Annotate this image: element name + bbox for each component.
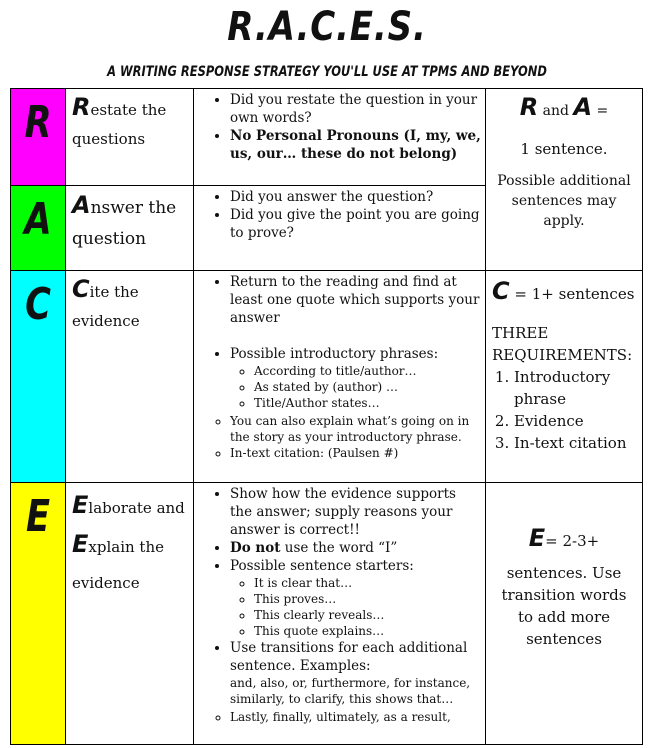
label-text: nswer the question [72, 198, 177, 249]
e-rest: sentences. Use transition words to add more sentences [501, 564, 627, 648]
cap-c: C [492, 277, 510, 305]
eq: = [592, 103, 609, 119]
label-answer [66, 186, 194, 271]
e-text: = 2-3+ [545, 532, 600, 550]
sub-bullet: ◦ This quote explains… [254, 623, 481, 639]
sub-bullet: ◦ In-text citation: (Paulsen #) [230, 445, 481, 461]
row-elaborate [11, 483, 643, 745]
bullet: • Did you answer the question? [230, 188, 481, 206]
bullets-answer [194, 186, 486, 271]
sub-bullet: ◦ This clearly reveals… [254, 607, 481, 623]
cap-e: E [72, 491, 89, 519]
letter-e: E [25, 491, 51, 542]
letter-r: R [24, 97, 52, 148]
bullet: • No Personal Pronouns (I, my, we, us, our… these do not belong) [230, 127, 481, 163]
transition-examples: and, also, or, furthermore, for instance, similarly, to clarify, this shows that… [230, 676, 471, 706]
bullet [230, 345, 481, 411]
letter-cell-r [11, 89, 66, 186]
label-text: xplain the evidence [72, 538, 164, 592]
cap-a: A [72, 191, 91, 219]
bullet: • Show how the evidence supports the answer; supply reasons your answer is correct!! [230, 485, 481, 539]
e-summary [486, 483, 643, 745]
req-item: 3. In-text citation [514, 432, 636, 454]
sub-bullet: ◦ As stated by (author) … [254, 379, 481, 395]
row-cite [11, 271, 643, 483]
cap-a: A [573, 93, 593, 121]
c-summary [486, 271, 643, 483]
sub-bullet: ◦ According to title/author… [254, 363, 481, 379]
bullet-text: Possible introductory phrases: [230, 346, 439, 362]
bullet-text: use the word “I” [280, 540, 398, 556]
sub-bullet: ◦ This proves… [254, 591, 481, 607]
bullet [230, 639, 481, 707]
letter-a: A [24, 194, 52, 245]
bullet: • Return to the reading and find at least one quote which supports your answer [230, 273, 481, 327]
sub-bullet: ◦ You can also explain what’s going on in the story as your introductory phrase. [230, 413, 481, 445]
cap-c: C [72, 275, 90, 303]
row-restate [11, 89, 643, 186]
letter-cell-c [11, 271, 66, 483]
ra-note: Possible additional sentences may apply. [497, 173, 631, 229]
letter-cell-a [11, 186, 66, 271]
bullets-elaborate [194, 483, 486, 745]
label-cite [66, 271, 194, 483]
letter-cell-e [11, 483, 66, 745]
bullet [230, 557, 481, 639]
cap-e: E [528, 524, 546, 552]
page-title: R.A.C.E.S. [227, 4, 427, 50]
bullets-restate [194, 89, 486, 186]
ra-count: 1 sentence. [520, 140, 608, 158]
cap-r: R [72, 93, 91, 121]
bullets-cite [194, 271, 486, 483]
ra-summary [486, 89, 643, 271]
bullet: • Did you restate the question in your own words? [230, 91, 481, 127]
races-table [10, 88, 643, 745]
letter-c: C [25, 279, 51, 330]
c-text: = 1+ sentences [514, 285, 635, 303]
label-text: ite the evidence [72, 283, 140, 330]
sub-bullet: ◦ Title/Author states… [254, 395, 481, 411]
c-requirements: THREE REQUIREMENTS: [492, 324, 633, 364]
sub-bullet: ◦ Lastly, finally, ultimately, as a result, [230, 709, 481, 725]
and-text: and [538, 103, 574, 119]
req-item: 2. Evidence [514, 410, 636, 432]
label-restate [66, 89, 194, 186]
cap-e: E [72, 530, 89, 558]
label-text: estate the questions [72, 101, 167, 148]
bullet [230, 539, 481, 557]
bullet: • Did you give the point you are going to prove? [230, 206, 481, 242]
label-elaborate [66, 483, 194, 745]
page-subtitle: A WRITING RESPONSE STRATEGY YOU'LL USE AT TPMS AND BEYOND [107, 64, 547, 80]
req-item: 1. Introductory phrase [514, 366, 636, 410]
bullet-text: Use transitions for each additional sentence. Examples: [230, 640, 468, 674]
sub-bullet: ◦ It is clear that… [254, 575, 481, 591]
label-text: laborate and [88, 499, 185, 517]
bold-text: Do not [230, 540, 281, 556]
cap-r: R [519, 93, 539, 121]
bullet-text: Possible sentence starters: [230, 558, 414, 574]
